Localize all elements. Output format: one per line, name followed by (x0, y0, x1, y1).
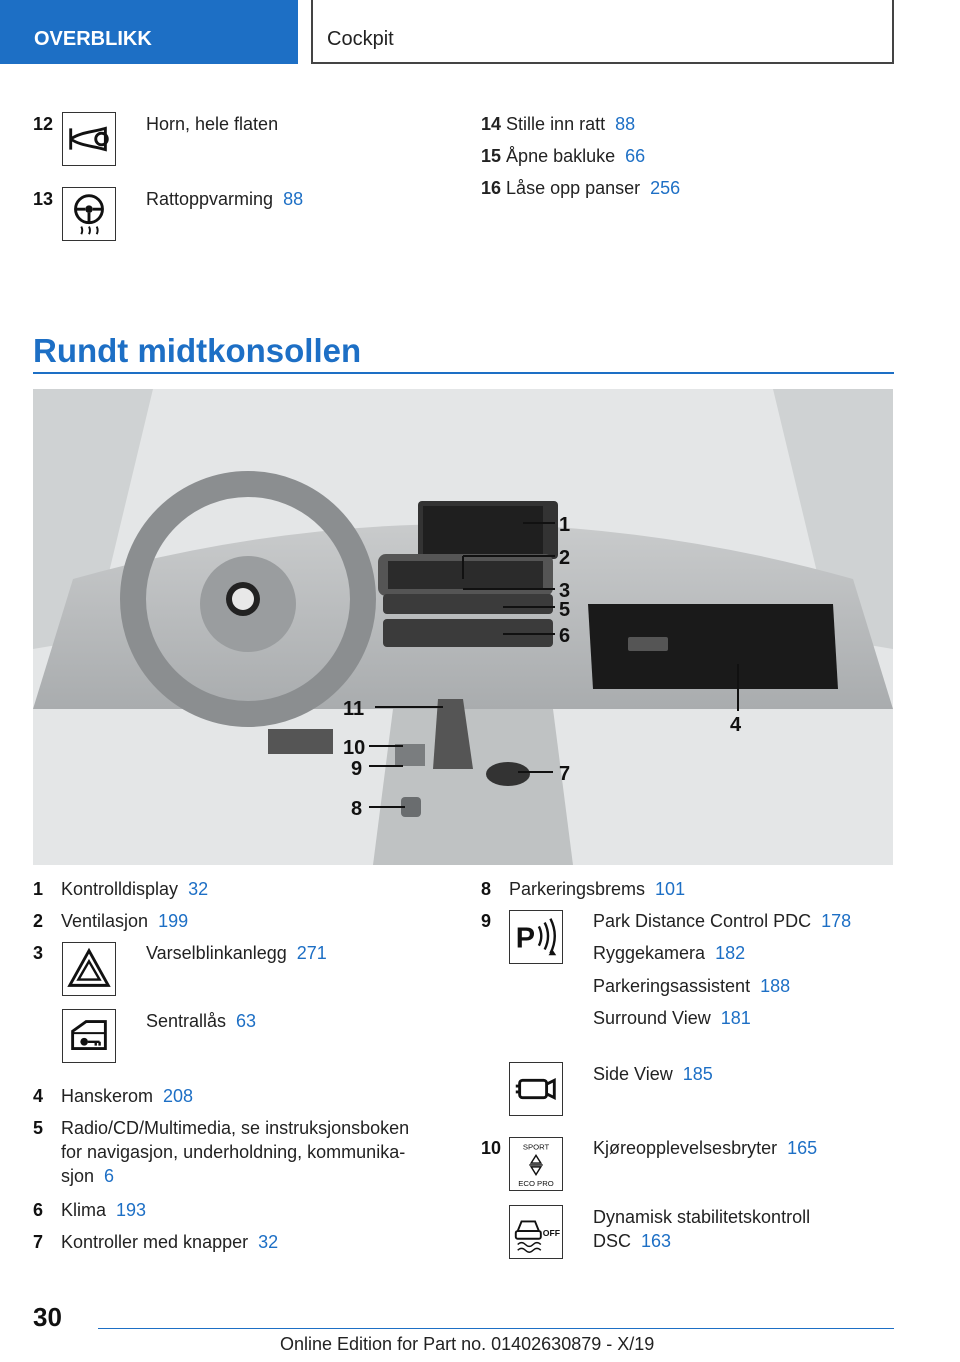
page-ref-link[interactable]: 208 (163, 1086, 194, 1106)
item-label: Stille inn ratt (506, 114, 606, 134)
item-label (61, 1164, 409, 1188)
page-ref-link[interactable]: 66 (625, 146, 646, 166)
page-ref-link[interactable]: 181 (720, 1008, 751, 1028)
page-ref-link[interactable]: 32 (188, 879, 209, 899)
item-number: 1 (33, 879, 44, 899)
callout-3: 3 (559, 580, 571, 602)
icon-text-off: OFF (542, 1227, 561, 1238)
item-number: 16 (481, 178, 502, 198)
callout-11: 11 (343, 698, 365, 720)
icon-text-eco: ECO PRO (518, 1179, 554, 1189)
item-number: 14 (481, 114, 502, 134)
item-label: Park Distance Control PDC (593, 911, 812, 931)
item-label: Kjøreopplevelsesbryter (593, 1138, 778, 1158)
item-label: for navigasjon, underholdning, kommunika- (61, 1142, 406, 1162)
item-number: 3 (33, 943, 44, 963)
item-label: Side View (593, 1064, 673, 1084)
item-number: 7 (33, 1232, 44, 1252)
item-number: 13 (33, 189, 54, 209)
chapter-label: Cockpit (327, 28, 394, 50)
item-label: Surround View (593, 1008, 711, 1028)
item-number: 9 (481, 911, 492, 931)
page-ref-link[interactable]: 185 (682, 1064, 713, 1084)
item-number: 6 (33, 1200, 44, 1220)
steering-wheel-heating-icon (62, 187, 116, 241)
item-number: 12 (33, 114, 54, 134)
driving-experience-switch-icon (509, 1137, 563, 1191)
list-item (593, 941, 745, 965)
chapter-header (311, 0, 894, 64)
list-item (61, 877, 208, 901)
callout-2: 2 (559, 547, 571, 569)
item-number: 10 (481, 1138, 502, 1158)
item-label: Kontroller med knapper (61, 1232, 249, 1252)
item-number: 2 (33, 911, 44, 931)
page-ref-link[interactable]: 182 (715, 943, 746, 963)
footer-rule (98, 1328, 894, 1329)
page-ref-link[interactable]: 271 (296, 943, 327, 963)
item-label: Varselblinkanlegg (146, 943, 287, 963)
list-item (593, 1136, 817, 1160)
item-number: 15 (481, 146, 502, 166)
page-ref-link[interactable]: 178 (821, 911, 852, 931)
list-item (146, 1009, 256, 1033)
list-item (509, 877, 685, 901)
page-ref-link[interactable]: 165 (787, 1138, 818, 1158)
item-label: Ryggekamera (593, 943, 706, 963)
item-label: Klima (61, 1200, 107, 1220)
icon-text-sport: SPORT (522, 1142, 550, 1152)
side-view-camera-icon (509, 1062, 563, 1116)
list-item (481, 176, 680, 200)
list-item (61, 1230, 278, 1254)
item-label-text: sjon (61, 1166, 95, 1186)
section-label: OVERBLIKK (34, 28, 152, 50)
section-title: Rundt midtkonsollen (33, 332, 362, 369)
callout-6: 6 (559, 625, 571, 647)
list-item (61, 1198, 146, 1222)
item-label: Låse opp panser (506, 178, 641, 198)
list-item (593, 974, 790, 998)
callout-4: 4 (730, 714, 742, 736)
item-label (146, 187, 303, 211)
page-ref-link[interactable]: 163 (641, 1231, 672, 1251)
item-label: Åpne bakluke (506, 146, 616, 166)
page-ref-link[interactable]: 63 (236, 1011, 257, 1031)
page-ref-link[interactable]: 88 (283, 189, 304, 209)
item-label: Parkeringsassistent (593, 976, 751, 996)
callout-1: 1 (559, 514, 571, 536)
callout-9: 9 (351, 758, 363, 780)
svg-text:P: P (515, 922, 536, 955)
item-number: 8 (481, 879, 492, 899)
page-ref-link[interactable]: 101 (655, 879, 686, 899)
list-item (61, 909, 188, 933)
callout-5: 5 (559, 599, 571, 621)
item-label: Parkeringsbrems (509, 879, 646, 899)
page-ref-link[interactable]: 193 (116, 1200, 147, 1220)
item-label: Kontrolldisplay (61, 879, 179, 899)
list-item (61, 1116, 409, 1188)
section-tab (0, 0, 298, 64)
page-ref-link[interactable]: 256 (650, 178, 681, 198)
page-ref-link[interactable]: 88 (615, 114, 636, 134)
callout-8: 8 (351, 798, 363, 820)
item-label: Horn, hele flaten (146, 114, 279, 134)
central-lock-icon (62, 1009, 116, 1063)
callout-10: 10 (343, 737, 366, 759)
item-number: 5 (33, 1118, 44, 1138)
list-item (593, 909, 851, 933)
park-distance-icon (509, 910, 563, 964)
callout-7: 7 (559, 763, 571, 785)
list-item (593, 1062, 713, 1086)
page-number: 30 (33, 1302, 62, 1332)
item-label: Dynamisk stabilitetskontroll (593, 1207, 811, 1227)
page-ref-link[interactable]: 32 (258, 1232, 279, 1252)
list-item (61, 1084, 193, 1108)
footer-text: Online Edition for Part no. 01402630879 - X/19 (280, 1334, 655, 1354)
item-label: Radio/CD/Multimedia, se instruksjonsboken (61, 1118, 410, 1138)
dsc-off-icon (509, 1205, 563, 1259)
hazard-warning-icon (62, 942, 116, 996)
item-label: Ventilasjon (61, 911, 149, 931)
list-item (146, 941, 327, 965)
item-label (593, 1229, 810, 1253)
item-label-text: Rattoppvarming (146, 189, 274, 209)
page-ref-link[interactable]: 6 (104, 1166, 115, 1186)
title-rule (33, 372, 894, 374)
list-item (481, 144, 645, 168)
item-label: Sentrallås (146, 1011, 227, 1031)
page-ref-link[interactable]: 199 (158, 911, 189, 931)
item-number: 4 (33, 1086, 44, 1106)
horn-icon (62, 112, 116, 166)
page-ref-link[interactable]: 188 (760, 976, 791, 996)
list-item (593, 1205, 810, 1253)
item-label: Hanskerom (61, 1086, 154, 1106)
list-item (593, 1006, 751, 1030)
cockpit-illustration (33, 389, 893, 865)
item-label-text: DSC (593, 1231, 632, 1251)
list-item (481, 112, 635, 136)
